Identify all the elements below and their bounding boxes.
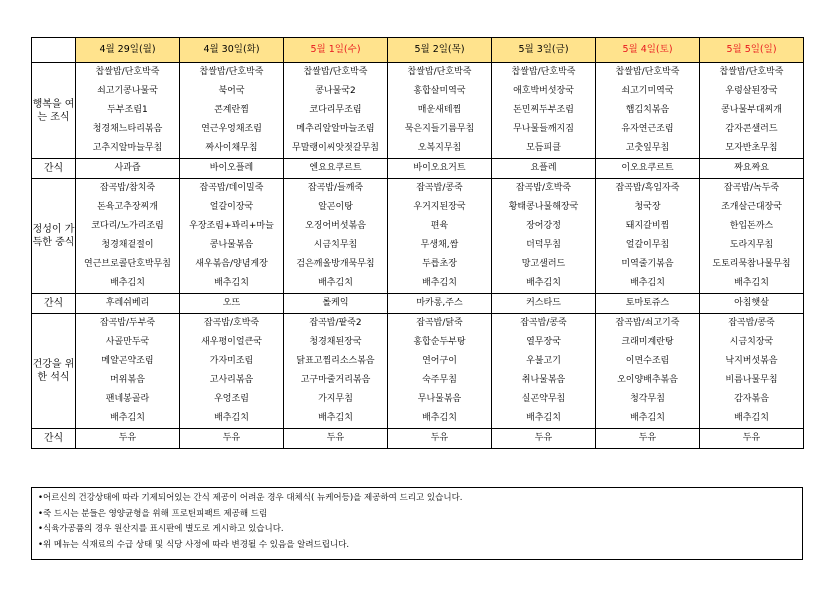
day-header: 5월 1일(수) (284, 38, 388, 63)
dish-cell: 청경채느타리볶음 (76, 120, 180, 139)
menu-row (32, 101, 804, 120)
dish-cell: 청각무침 (596, 390, 700, 409)
menu-row (32, 198, 804, 217)
dish-cell: 코다리/노가리조림 (76, 217, 180, 236)
dish-cell: 장어강정 (492, 217, 596, 236)
dish-cell: 잡곡밥/닭죽 (388, 314, 492, 334)
dish-cell: 조개살근대장국 (700, 198, 804, 217)
corner-cell (32, 38, 76, 63)
dish-cell: 한입돈까스 (700, 217, 804, 236)
dish-cell: 우불고기 (492, 352, 596, 371)
dish-cell: 두부조림1 (76, 101, 180, 120)
dish-cell: 새우평이얼큰국 (180, 333, 284, 352)
dish-cell: 짜사이채무침 (180, 139, 284, 159)
dish-cell: 고추지알마늘무침 (76, 139, 180, 159)
dish-cell: 배추김치 (700, 274, 804, 294)
day-header: 4월 30일(화) (180, 38, 284, 63)
dish-cell: 배추김치 (180, 409, 284, 429)
dish-cell: 무말랭이씨앗젓갈무침 (284, 139, 388, 159)
dish-cell: 편육 (388, 217, 492, 236)
dish-cell: 사골만두국 (76, 333, 180, 352)
dish-cell: 콩나물국2 (284, 82, 388, 101)
menu-row (32, 274, 804, 294)
dish-cell: 잡곡밥/호박죽 (492, 179, 596, 199)
dish-cell: 청경채된장국 (284, 333, 388, 352)
dish-cell: 쇠고기미역국 (596, 82, 700, 101)
snack-cell: 커스타드 (492, 294, 596, 314)
dish-cell: 찹쌀밥/단호박죽 (700, 63, 804, 83)
dish-cell: 애호박버섯장국 (492, 82, 596, 101)
dish-cell: 배추김치 (284, 274, 388, 294)
snack-cell: 이오요쿠르트 (596, 159, 700, 179)
snack-label: 간식 (32, 159, 76, 179)
dish-cell: 쇠고기콩나물국 (76, 82, 180, 101)
dish-cell: 두릅초장 (388, 255, 492, 274)
menu-row (32, 217, 804, 236)
dish-cell: 돼지갈비찜 (596, 217, 700, 236)
day-header: 5월 2일(목) (388, 38, 492, 63)
dish-cell: 코다리무조림 (284, 101, 388, 120)
dish-cell: 홍합살미역국 (388, 82, 492, 101)
dish-cell: 황태콩나물해장국 (492, 198, 596, 217)
dish-cell: 배추김치 (492, 409, 596, 429)
day-header: 5월 5일(일) (700, 38, 804, 63)
dish-cell: 오복지무침 (388, 139, 492, 159)
dish-cell: 잡곡밥/흑임자죽 (596, 179, 700, 199)
dish-cell: 잡곡밥/쇠고기죽 (596, 314, 700, 334)
dish-cell: 배추김치 (284, 409, 388, 429)
note-line: •위 메뉴는 식재료의 수급 상태 및 식당 사정에 따라 변경될 수 있음을 알려드립니다. (38, 539, 350, 550)
snack-cell: 오뜨 (180, 294, 284, 314)
dish-cell: 돈육고추장찌개 (76, 198, 180, 217)
dish-cell: 무나물볶음 (388, 390, 492, 409)
dish-cell: 가자미조림 (180, 352, 284, 371)
dish-cell: 찹쌀밥/단호박죽 (388, 63, 492, 83)
dish-cell: 연근브로콜단호박무침 (76, 255, 180, 274)
dish-cell: 시금치장국 (700, 333, 804, 352)
dish-cell: 숙주무침 (388, 371, 492, 390)
meal-label: 정성이 가득한 중식 (32, 179, 76, 294)
dish-cell: 검은깨올방개묵무침 (284, 255, 388, 274)
dish-cell: 도라지무침 (700, 236, 804, 255)
snack-cell: 엔요요쿠르트 (284, 159, 388, 179)
dish-cell: 배추김치 (492, 274, 596, 294)
dish-cell: 무생채,쌈 (388, 236, 492, 255)
menu-row (32, 314, 804, 334)
dish-cell: 고사리볶음 (180, 371, 284, 390)
dish-cell: 낙지버섯볶음 (700, 352, 804, 371)
dish-cell: 감자콘샐러드 (700, 120, 804, 139)
dish-cell: 유자연근조림 (596, 120, 700, 139)
dish-cell: 잡곡밥/데이밀죽 (180, 179, 284, 199)
snack-cell: 사과즙 (76, 159, 180, 179)
dish-cell: 머위볶음 (76, 371, 180, 390)
dish-cell: 도토리묵참나물무침 (700, 255, 804, 274)
dish-cell: 햄김치볶음 (596, 101, 700, 120)
dish-cell: 새우볶음/양념게장 (180, 255, 284, 274)
note-line: •식육가공품의 경우 원산지를 표시판에 별도로 게시하고 있습니다. (38, 524, 284, 534)
menu-row (32, 139, 804, 159)
dish-cell: 콩나물부대찌개 (700, 101, 804, 120)
dish-cell: 잡곡밥/콩죽 (700, 314, 804, 334)
dish-cell: 더덕무침 (492, 236, 596, 255)
snack-cell: 요플레 (492, 159, 596, 179)
dish-cell: 메추리알알마늘조림 (284, 120, 388, 139)
dish-cell: 배추김치 (388, 409, 492, 429)
day-header: 5월 3일(금) (492, 38, 596, 63)
note-line: •어르신의 건강상태에 따라 기제되어있는 간식 제공이 어려운 경우 대체식( 뉴케어등)을 제공하여 드리고 있습니다. (38, 493, 463, 503)
dish-cell: 잡곡밥/두부죽 (76, 314, 180, 334)
dish-cell: 홍합순두부탕 (388, 333, 492, 352)
notes-box (31, 487, 803, 560)
dish-cell: 잡곡밥/팥죽2 (284, 314, 388, 334)
dish-cell: 취나물볶음 (492, 371, 596, 390)
note-line: •죽 드시는 분들은 영양균형을 위해 프로틴피팩트 제공해 드림 (38, 508, 268, 519)
dish-cell: 찹쌀밥/단호박죽 (76, 63, 180, 83)
menu-row (32, 390, 804, 409)
menu-row (32, 333, 804, 352)
dish-cell: 오이양배추볶음 (596, 371, 700, 390)
dish-cell: 비름나물무침 (700, 371, 804, 390)
meal-label: 행복을 여는 조식 (32, 63, 76, 159)
dish-cell: 매운새테찜 (388, 101, 492, 120)
dish-cell: 우거지된장국 (388, 198, 492, 217)
snack-cell: 두유 (596, 429, 700, 449)
snack-cell: 바이오요거트 (388, 159, 492, 179)
dish-cell: 배추김치 (76, 274, 180, 294)
dish-cell: 배추김치 (180, 274, 284, 294)
dish-cell: 잡곡밥/참치죽 (76, 179, 180, 199)
dish-cell: 고구마줄거리볶음 (284, 371, 388, 390)
dish-cell: 잡곡밥/콩죽 (388, 179, 492, 199)
dish-cell: 찹쌀밥/단호박죽 (180, 63, 284, 83)
menu-row (32, 82, 804, 101)
dish-cell: 청국장 (596, 198, 700, 217)
menu-row (32, 236, 804, 255)
dish-cell: 묵은지들기름무침 (388, 120, 492, 139)
dish-cell: 우렁살된장국 (700, 82, 804, 101)
dish-cell: 청경채겉절이 (76, 236, 180, 255)
dish-cell: 모듬피클 (492, 139, 596, 159)
snack-cell: 토마토쥬스 (596, 294, 700, 314)
dish-cell: 팬네봉골라 (76, 390, 180, 409)
snack-row (32, 429, 804, 449)
day-header-row (32, 38, 804, 63)
dish-cell: 콩나물볶음 (180, 236, 284, 255)
dish-cell: 크래미계란탕 (596, 333, 700, 352)
menu-row (32, 371, 804, 390)
dish-cell: 우장조림+꽈리+마늘 (180, 217, 284, 236)
dish-cell: 무나물들깨지짐 (492, 120, 596, 139)
dish-cell: 콘계란찜 (180, 101, 284, 120)
snack-cell: 바이오플레 (180, 159, 284, 179)
dish-cell: 연어구이 (388, 352, 492, 371)
dish-cell: 잡곡밥/녹두죽 (700, 179, 804, 199)
dish-cell: 찹쌀밥/단호박죽 (492, 63, 596, 83)
dish-cell: 배추김치 (388, 274, 492, 294)
menu-row (32, 255, 804, 274)
dish-cell: 잡곡밥/들깨죽 (284, 179, 388, 199)
dish-cell: 시금치무침 (284, 236, 388, 255)
snack-row (32, 159, 804, 179)
menu-row (32, 352, 804, 371)
dish-cell: 찹쌀밥/단호박죽 (284, 63, 388, 83)
dish-cell: 얼갈이무침 (596, 236, 700, 255)
dish-cell: 감자볶음 (700, 390, 804, 409)
dish-cell: 미역줄기볶음 (596, 255, 700, 274)
dish-cell: 우엉조림 (180, 390, 284, 409)
snack-cell: 마카롱,주스 (388, 294, 492, 314)
dish-cell: 메얄곤약조림 (76, 352, 180, 371)
menu-row (32, 120, 804, 139)
snack-cell: 롤케익 (284, 294, 388, 314)
snack-cell: 두유 (700, 429, 804, 449)
menu-row (32, 63, 804, 83)
day-header: 5월 4일(토) (596, 38, 700, 63)
menu-row (32, 179, 804, 199)
dish-cell: 배추김치 (76, 409, 180, 429)
dish-cell: 연근우엉채조림 (180, 120, 284, 139)
dish-cell: 북어국 (180, 82, 284, 101)
snack-row (32, 294, 804, 314)
dish-cell: 잡곡밥/콩죽 (492, 314, 596, 334)
snack-cell: 아침햇살 (700, 294, 804, 314)
weekly-menu-table (31, 37, 804, 449)
dish-cell: 찹쌀밥/단호박죽 (596, 63, 700, 83)
snack-cell: 두유 (284, 429, 388, 449)
menu-row (32, 409, 804, 429)
day-header: 4월 29일(월) (76, 38, 180, 63)
dish-cell: 실곤약무침 (492, 390, 596, 409)
snack-cell: 두유 (180, 429, 284, 449)
dish-cell: 모자반초무침 (700, 139, 804, 159)
snack-cell: 두유 (388, 429, 492, 449)
dish-cell: 알곤이탕 (284, 198, 388, 217)
dish-cell: 얼갈이장국 (180, 198, 284, 217)
snack-cell: 두유 (76, 429, 180, 449)
dish-cell: 잡곡밥/호박죽 (180, 314, 284, 334)
dish-cell: 오징어버섯볶음 (284, 217, 388, 236)
snack-cell: 후레쉬베리 (76, 294, 180, 314)
dish-cell: 닭표고찜리소스볶음 (284, 352, 388, 371)
dish-cell: 고춧잎무침 (596, 139, 700, 159)
dish-cell: 가지무침 (284, 390, 388, 409)
dish-cell: 열무장국 (492, 333, 596, 352)
snack-cell: 짜요짜요 (700, 159, 804, 179)
snack-cell: 두유 (492, 429, 596, 449)
dish-cell: 배추김치 (700, 409, 804, 429)
dish-cell: 망고샐러드 (492, 255, 596, 274)
meal-label: 건강을 위한 석식 (32, 314, 76, 429)
dish-cell: 돈민찌두부조림 (492, 101, 596, 120)
dish-cell: 배추김치 (596, 274, 700, 294)
dish-cell: 이면수조림 (596, 352, 700, 371)
dish-cell: 배추김치 (596, 409, 700, 429)
snack-label: 간식 (32, 429, 76, 449)
snack-label: 간식 (32, 294, 76, 314)
